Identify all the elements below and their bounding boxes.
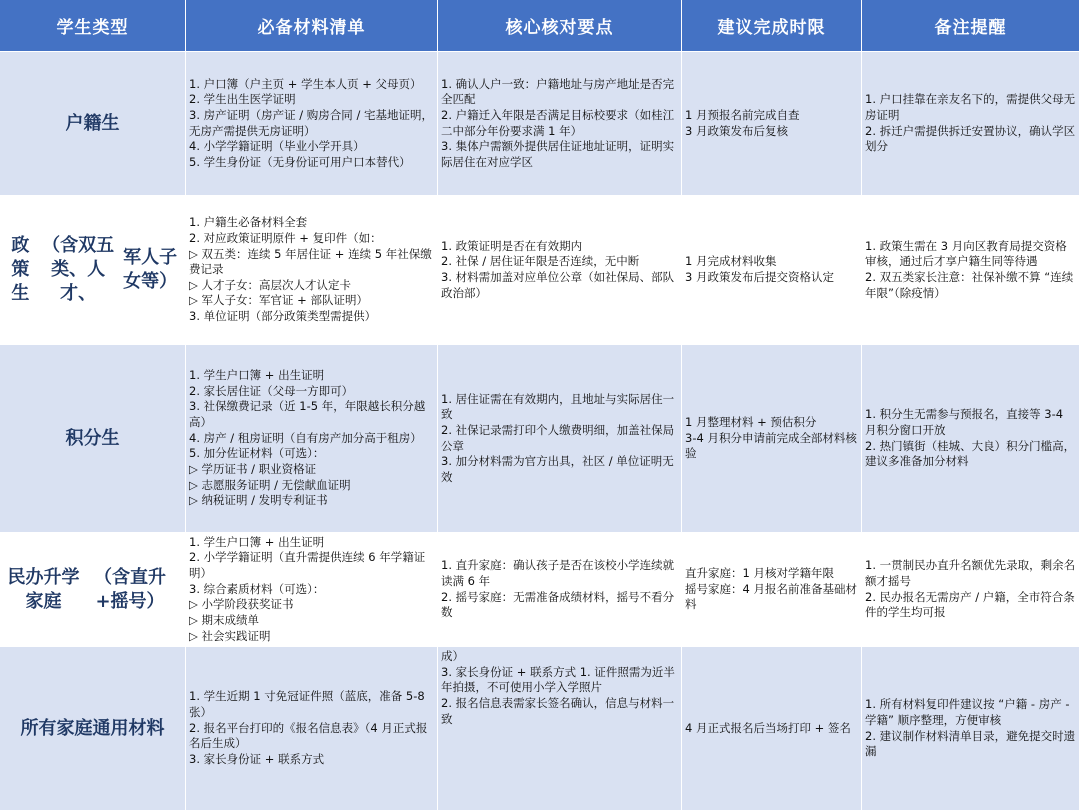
cell-text-line: ▷ 双五类：连续 5 年居住证 + 连续 5 年社保缴费记录 <box>189 246 432 277</box>
cell-text-line: 直升家庭：1 月核对学籍年限 <box>685 566 834 581</box>
cell-text-line: 2. 民办报名无需房产 / 户籍，全市符合条件的学生均可报 <box>865 589 1075 620</box>
cell-text-line: 2. 对应政策证明原件 + 复印件（如： <box>189 230 382 245</box>
header-student-type: 学生类型 <box>0 0 186 52</box>
student-type-label: 户籍生 <box>65 112 120 134</box>
cell-text-line: 1. 所有材料复印件建议按 “户籍 - 房产 - 学籍” 顺序整理，方便审核 <box>865 697 1074 727</box>
student-type-label: （含直升+摇号） <box>94 566 166 612</box>
materials-cell <box>186 533 438 647</box>
cell-text-line: 1. 直升家庭：确认孩子是否在该校小学连续就读满 6 年 <box>441 558 675 588</box>
cell-text-line: 2. 热门镇街（桂城、大良）积分门槛高，建议多准备加分材料 <box>865 438 1076 469</box>
cell-text-line: 4. 房产 / 租房证明（自有房产加分高于租房） <box>189 430 422 445</box>
header-notes: 备注提醒 <box>862 0 1080 52</box>
cell-text-line: 2. 户籍迁入年限是否满足目标校要求（如桂江二中部分年份要求满 1 年） <box>441 107 675 138</box>
student-type-cell <box>0 196 186 345</box>
student-type-cell <box>0 345 186 533</box>
cell-text-line: 3. 单位证明（部分政策类型需提供） <box>189 309 377 324</box>
notes-cell <box>862 345 1080 533</box>
deadline-cell <box>682 533 862 647</box>
checkpoints-cell <box>438 647 682 811</box>
cell-text-line: 3. 家长身份证 + 联系方式 <box>189 751 325 766</box>
student-type-cell <box>0 52 186 196</box>
cell-text-line: 3-4 月积分申请前完成全部材料核验 <box>685 430 857 461</box>
student-type-label: 政策生 <box>11 235 30 304</box>
checkpoints-cell <box>438 196 682 345</box>
student-type-label: （含双五类、人才、 <box>42 235 115 304</box>
cell-text-line: 1 月整理材料 + 预估积分 <box>685 415 817 430</box>
header-materials: 必备材料清单 <box>186 0 438 52</box>
materials-cell <box>186 196 438 345</box>
student-type-label: 积分生 <box>65 427 120 449</box>
cell-text-line: 1. 学生户口簿 + 出生证明 <box>189 534 325 549</box>
cell-text-line: 4. 小学学籍证明（毕业小学开具） <box>189 139 365 154</box>
student-type-label: 所有家庭通用材料 <box>20 717 165 739</box>
cell-text-line: 3 月政策发布后提交资格认定 <box>685 270 834 284</box>
materials-cell <box>186 345 438 533</box>
cell-text-line: ▷ 人才子女：高层次人才认定卡 <box>189 277 351 292</box>
cell-text-line: 1. 一贯制民办直升名额优先录取，剩余名额才摇号 <box>865 558 1076 588</box>
cell-text-line: 5. 加分佐证材料（可选）： <box>189 446 325 461</box>
notes-cell <box>862 533 1080 647</box>
cell-text-line: ▷ 军人子女：军官证 + 部队证明） <box>189 293 368 308</box>
cell-text-line: 3. 材料需加盖对应单位公章（如社保局、部队政治部） <box>441 270 675 300</box>
cell-text-line: 成） <box>441 649 464 663</box>
cell-text-line: 3. 房产证明（房产证 / 购房合同 / 宅基地证明，无房产需提供无房证明） <box>189 107 433 138</box>
checkpoints-cell <box>438 533 682 647</box>
cell-text-line: 摇号家庭：4 月报名前准备基础材料 <box>685 581 857 612</box>
checkpoints-cell <box>438 52 682 196</box>
cell-text-line: 2. 社保 / 居住证年限是否连续，无中断 <box>441 254 640 269</box>
cell-text-line: ▷ 学历证书 / 职业资格证 <box>189 461 317 476</box>
cell-text-line: 3. 家长身份证 + 联系方式 1. 证件照需为近半年拍摄，不可使用小学入学照片 <box>441 664 675 695</box>
student-type-label: 军人子女等） <box>123 247 178 292</box>
cell-text-line: 3. 集体户需额外提供居住证地址证明，证明实际居住在对应学区 <box>441 139 675 169</box>
cell-text-line: 2. 社保记录需打印个人缴费明细，加盖社保局公章 <box>441 422 675 453</box>
cell-text-line: 2. 拆迁户需提供拆迁安置协议，确认学区划分 <box>865 123 1076 154</box>
cell-text-line: 1. 户籍生必备材料全套 <box>189 215 308 230</box>
cell-text-line: 2. 报名信息表需家长签名确认，信息与材料一致 <box>441 695 675 726</box>
cell-text-line: 1 月完成材料收集 <box>685 254 777 269</box>
cell-text-line: 1 月预报名前完成自查 <box>685 107 800 122</box>
materials-cell <box>186 647 438 811</box>
cell-text-line: 3. 加分材料需为官方出具，社区 / 单位证明无效 <box>441 454 674 484</box>
cell-text-line: 1. 政策生需在 3 月向区教育局提交资格审核，通过后才享户籍生同等待遇 <box>865 238 1067 269</box>
cell-text-line: 1. 政策证明是否在有效期内 <box>441 238 583 253</box>
deadline-cell <box>682 345 862 533</box>
cell-text-line: 1. 学生户口簿 + 出生证明 <box>189 368 325 383</box>
cell-text-line: 3 月政策发布后复核 <box>685 123 788 138</box>
cell-text-line: 2. 小学学籍证明（直升需提供连续 6 年学籍证明） <box>189 550 426 581</box>
cell-text-line: 1. 积分生无需参与预报名，直接等 3-4 月积分窗口开放 <box>865 407 1067 437</box>
cell-text-line: 1. 学生近期 1 寸免冠证件照（蓝底，准备 5-8 张） <box>189 689 429 720</box>
cell-text-line: 3. 综合素质材料（可选）： <box>189 581 325 596</box>
cell-text-line: 2. 建议制作材料清单目录，避免提交时遗漏 <box>865 728 1076 759</box>
cell-text-line: 1. 户口挂靠在亲友名下的，需提供父母无房证明 <box>865 92 1076 122</box>
student-type-cell <box>0 533 186 647</box>
cell-text-line: 5. 学生身份证（无身份证可用户口本替代） <box>189 154 411 169</box>
cell-text-line: 2. 摇号家庭：无需准备成绩材料，摇号不看分数 <box>441 589 675 620</box>
notes-cell <box>862 196 1080 345</box>
deadline-cell <box>682 196 862 345</box>
checkpoints-cell <box>438 345 682 533</box>
cell-text-line: 2. 双五类家长注意：社保补缴不算 “连续年限”（除疫情） <box>865 270 1074 300</box>
cell-text-line: ▷ 期末成绩单 <box>189 612 259 627</box>
materials-cell <box>186 52 438 196</box>
cell-text-line: 1. 确认人户一致：户籍地址与房产地址是否完全匹配 <box>441 76 675 107</box>
cell-text-line: 2. 学生出生医学证明 <box>189 92 296 107</box>
header-checkpoints: 核心核对要点 <box>438 0 682 52</box>
cell-text-line: 3. 社保缴费记录（近 1-5 年，年限越长积分越高） <box>189 399 426 430</box>
notes-cell <box>862 52 1080 196</box>
cell-text-line: ▷ 小学阶段获奖证书 <box>189 597 294 612</box>
deadline-cell <box>682 52 862 196</box>
cell-text-line: ▷ 纳税证明 / 发明专利证书 <box>189 493 328 508</box>
cell-text-line: 2. 家长居住证（父母一方即可） <box>189 383 354 398</box>
notes-cell <box>862 647 1080 811</box>
student-type-cell <box>0 647 186 811</box>
cell-text-line: 2. 报名平台打印的《报名信息表》（4 月正式报名后生成） <box>189 720 428 751</box>
header-deadline: 建议完成时限 <box>682 0 862 52</box>
student-type-label: 民办升学家庭 <box>7 566 80 612</box>
cell-text-line: 1. 户口簿（户主页 + 学生本人页 + 父母页） <box>189 76 422 91</box>
cell-text-line: ▷ 志愿服务证明 / 无偿献血证明 <box>189 477 351 492</box>
cell-text-line: ▷ 社会实践证明 <box>189 628 271 643</box>
cell-text-line: 1. 居住证需在有效期内，且地址与实际居住一致 <box>441 391 675 422</box>
deadline-cell <box>682 647 862 811</box>
cell-text-line: 4 月正式报名后当场打印 + 签名 <box>685 720 851 735</box>
